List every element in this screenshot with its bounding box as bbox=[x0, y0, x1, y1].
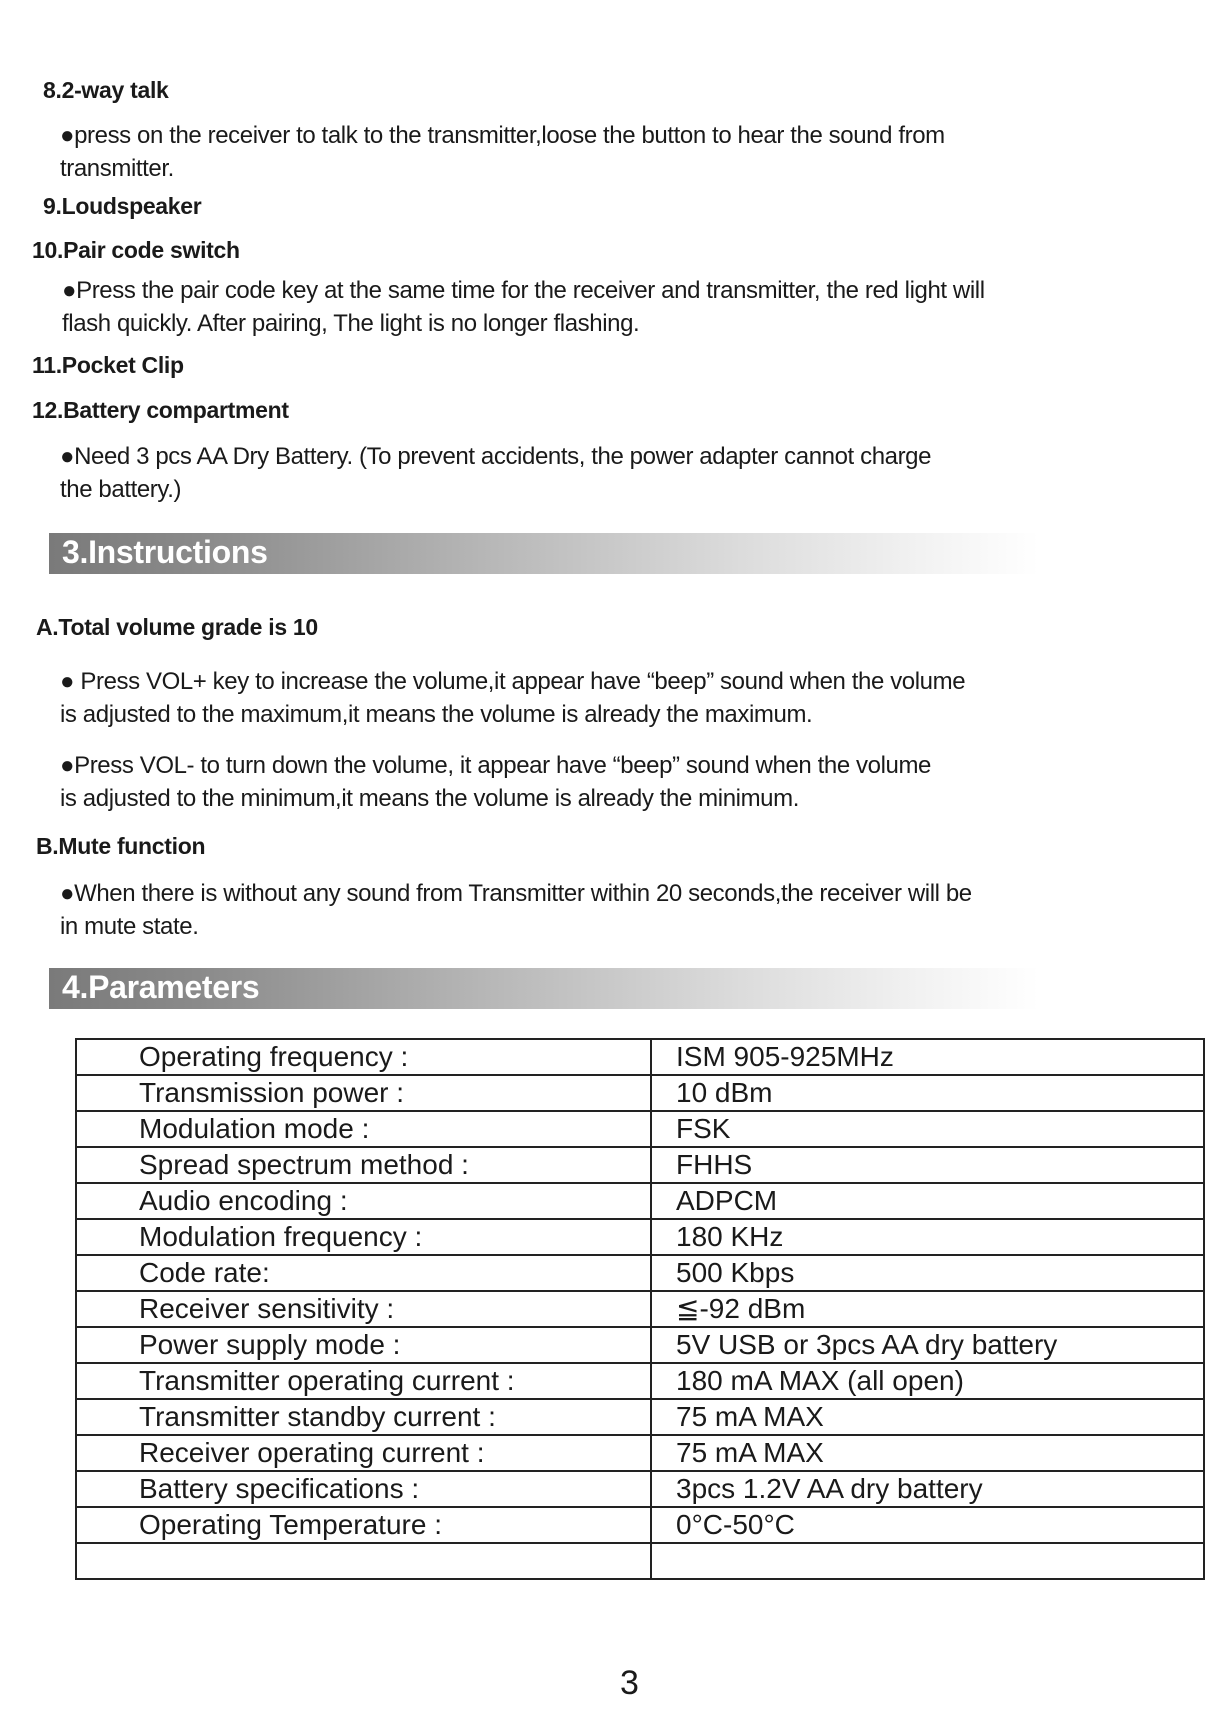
parameter-value: 3pcs 1.2V AA dry battery bbox=[651, 1471, 1204, 1507]
parameter-row bbox=[76, 1507, 1204, 1543]
battery-text-line2: the battery.) bbox=[60, 476, 182, 503]
parameter-label: Operating frequency : bbox=[76, 1039, 651, 1075]
pair-code-text-line1: ●Press the pair code key at the same time for the receiver and transmitter, the red light will bbox=[62, 277, 985, 304]
mute-text-line2: in mute state. bbox=[60, 913, 199, 940]
parameter-row bbox=[76, 1543, 1204, 1579]
parameter-value: 75 mA MAX bbox=[651, 1435, 1204, 1471]
parameter-value: ADPCM bbox=[651, 1183, 1204, 1219]
heading-battery-compartment: 12.Battery compartment bbox=[32, 397, 289, 423]
heading-2-way-talk: 8.2-way talk bbox=[43, 77, 169, 103]
parameters-table bbox=[75, 1038, 1205, 1580]
two-way-talk-text-line2: transmitter. bbox=[60, 155, 174, 182]
section-title-instructions: 3.Instructions bbox=[62, 534, 268, 570]
parameter-row bbox=[76, 1111, 1204, 1147]
parameter-value: 75 mA MAX bbox=[651, 1399, 1204, 1435]
parameter-label: Modulation mode : bbox=[76, 1111, 651, 1147]
parameter-row bbox=[76, 1399, 1204, 1435]
heading-loudspeaker: 9.Loudspeaker bbox=[43, 193, 202, 219]
parameter-label: Operating Temperature : bbox=[76, 1507, 651, 1543]
mute-text-line1: ●When there is without any sound from Transmitter within 20 seconds,the receiver will be bbox=[60, 880, 972, 907]
parameter-label: Spread spectrum method : bbox=[76, 1147, 651, 1183]
parameter-row bbox=[76, 1075, 1204, 1111]
parameter-row bbox=[76, 1039, 1204, 1075]
parameter-label bbox=[76, 1543, 651, 1579]
parameter-label: Transmitter standby current : bbox=[76, 1399, 651, 1435]
parameter-row bbox=[76, 1363, 1204, 1399]
parameter-value bbox=[651, 1543, 1204, 1579]
parameter-label: Audio encoding : bbox=[76, 1183, 651, 1219]
parameter-row bbox=[76, 1183, 1204, 1219]
parameter-value: ≦-92 dBm bbox=[651, 1291, 1204, 1327]
section-banner-parameters bbox=[49, 968, 1039, 1009]
page-number: 3 bbox=[620, 1664, 639, 1702]
parameter-row bbox=[76, 1255, 1204, 1291]
vol-plus-text-line1: ● Press VOL+ key to increase the volume,it appear have “beep” sound when the volume bbox=[60, 668, 966, 695]
vol-minus-text-line1: ●Press VOL- to turn down the volume, it appear have “beep” sound when the volume bbox=[60, 752, 932, 779]
parameter-value: ISM 905-925MHz bbox=[651, 1039, 1204, 1075]
parameter-value: 5V USB or 3pcs AA dry battery bbox=[651, 1327, 1204, 1363]
section-title-parameters: 4.Parameters bbox=[62, 969, 260, 1005]
parameter-row bbox=[76, 1471, 1204, 1507]
parameter-label: Power supply mode : bbox=[76, 1327, 651, 1363]
parameter-label: Receiver sensitivity : bbox=[76, 1291, 651, 1327]
heading-mute-function: B.Mute function bbox=[36, 833, 206, 859]
parameter-label: Code rate: bbox=[76, 1255, 651, 1291]
parameter-row bbox=[76, 1219, 1204, 1255]
heading-pair-code-switch: 10.Pair code switch bbox=[32, 237, 240, 263]
parameter-value: 180 mA MAX (all open) bbox=[651, 1363, 1204, 1399]
pair-code-text-line2: flash quickly. After pairing, The light is no longer flashing. bbox=[62, 310, 640, 337]
parameter-label: Battery specifications : bbox=[76, 1471, 651, 1507]
parameter-row bbox=[76, 1291, 1204, 1327]
heading-total-volume: A.Total volume grade is 10 bbox=[36, 614, 318, 640]
parameter-row bbox=[76, 1435, 1204, 1471]
parameter-row bbox=[76, 1327, 1204, 1363]
parameter-label: Receiver operating current : bbox=[76, 1435, 651, 1471]
parameter-value: 10 dBm bbox=[651, 1075, 1204, 1111]
parameter-label: Transmission power : bbox=[76, 1075, 651, 1111]
parameter-row bbox=[76, 1147, 1204, 1183]
parameter-label: Transmitter operating current : bbox=[76, 1363, 651, 1399]
vol-plus-text-line2: is adjusted to the maximum,it means the volume is already the maximum. bbox=[60, 701, 813, 728]
parameter-label: Modulation frequency : bbox=[76, 1219, 651, 1255]
heading-pocket-clip: 11.Pocket Clip bbox=[32, 352, 184, 378]
section-banner-instructions bbox=[49, 533, 1039, 574]
parameter-value: FSK bbox=[651, 1111, 1204, 1147]
battery-text-line1: ●Need 3 pcs AA Dry Battery. (To prevent accidents, the power adapter cannot charge bbox=[60, 443, 932, 470]
parameter-value: 0°C-50°C bbox=[651, 1507, 1204, 1543]
two-way-talk-text-line1: ●press on the receiver to talk to the transmitter,loose the button to hear the sound from bbox=[60, 122, 945, 149]
vol-minus-text-line2: is adjusted to the minimum,it means the volume is already the minimum. bbox=[60, 785, 799, 812]
parameter-value: 180 KHz bbox=[651, 1219, 1204, 1255]
parameter-value: FHHS bbox=[651, 1147, 1204, 1183]
parameter-value: 500 Kbps bbox=[651, 1255, 1204, 1291]
